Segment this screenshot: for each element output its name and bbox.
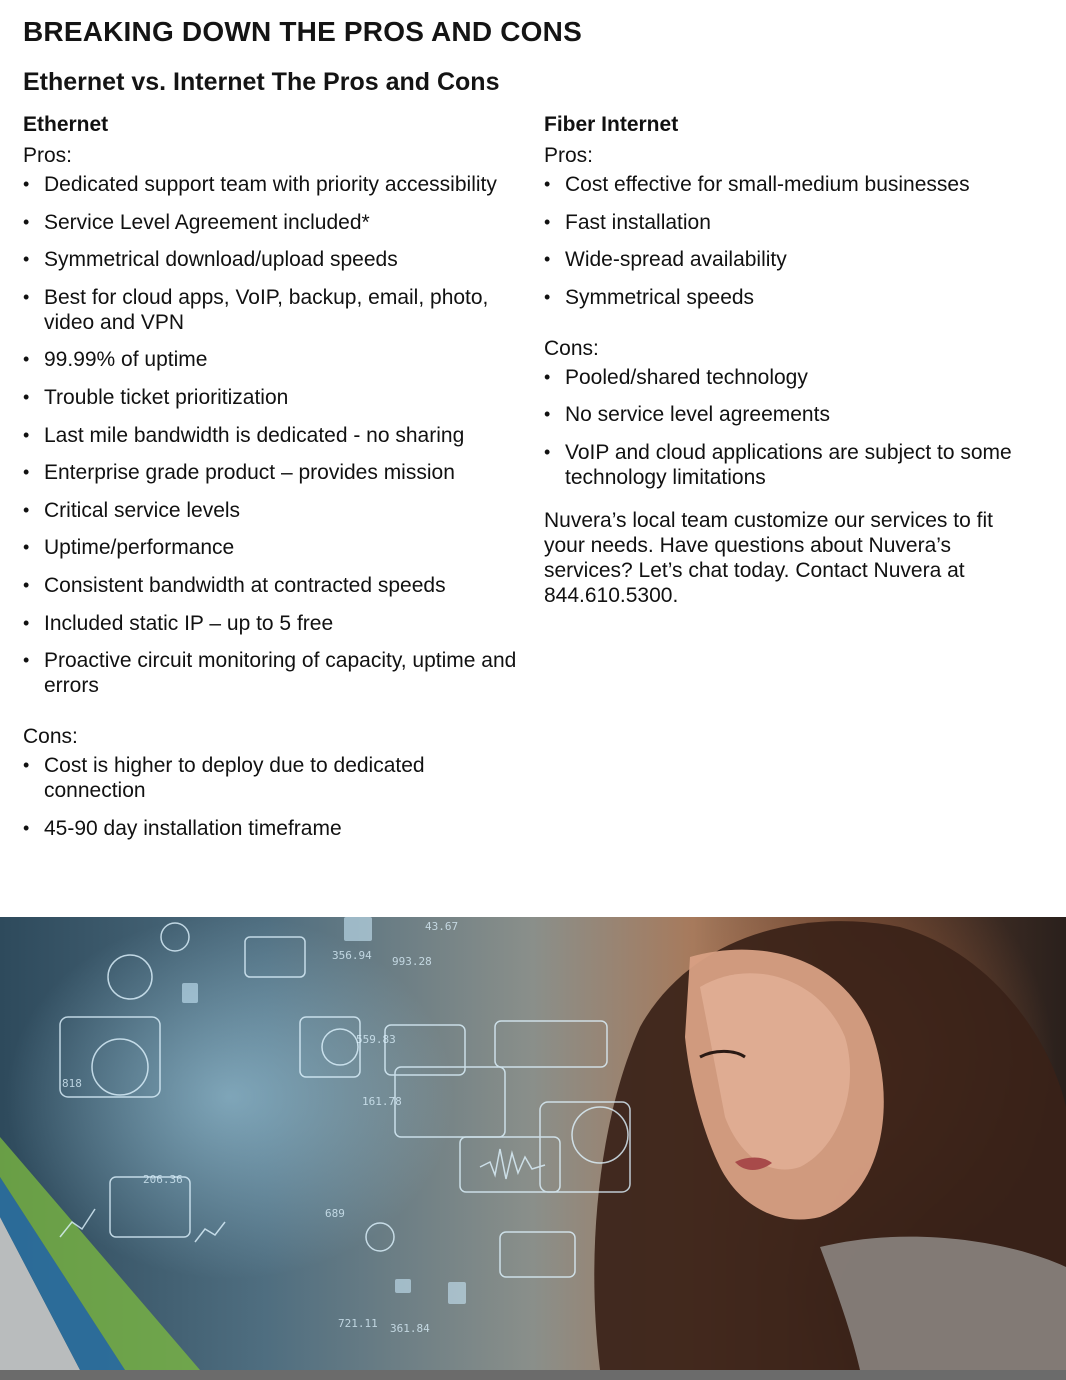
bullet: • bbox=[23, 650, 30, 671]
list-item bbox=[544, 285, 1049, 310]
holo-document-icon bbox=[182, 983, 198, 1003]
list-item-text: Pooled/shared technology bbox=[565, 365, 808, 389]
holo-number: 721.11 bbox=[338, 1317, 378, 1330]
list-item-text: No service level agreements bbox=[565, 403, 830, 427]
fiber-heading: Fiber Internet bbox=[544, 113, 679, 136]
bullet: • bbox=[23, 462, 30, 483]
holo-bar-icon bbox=[344, 917, 372, 941]
fiber-pros-list bbox=[544, 172, 1049, 310]
holo-document-icon bbox=[448, 1282, 466, 1304]
bullet: • bbox=[23, 174, 30, 194]
list-item-text: Last mile bandwidth is dedicated - no sharing bbox=[44, 423, 465, 447]
holo-number: 161.78 bbox=[362, 1095, 402, 1108]
list-item-text: Best for cloud apps, VoIP, backup, email, photo, video and VPN bbox=[44, 285, 489, 334]
holo-globe bbox=[161, 923, 189, 951]
contact-paragraph: Nuvera’s local team customize our services to fit your needs. Have questions about Nuvera’s services? Let’s chat today. Contact Nuvera at 844.610.5300. bbox=[544, 508, 993, 607]
holo-number: 206.36 bbox=[143, 1173, 183, 1186]
bullet: • bbox=[544, 174, 551, 194]
list-item bbox=[23, 347, 523, 372]
ethernet-cons-list bbox=[23, 753, 523, 841]
list-item bbox=[23, 423, 523, 448]
list-item-text: 45-90 day installation timeframe bbox=[44, 816, 342, 840]
ethernet-pros-label: Pros: bbox=[23, 144, 73, 167]
bullet: • bbox=[23, 424, 30, 445]
bullet: • bbox=[23, 386, 30, 407]
holo-panel bbox=[300, 1017, 360, 1077]
holo-waveform bbox=[480, 1149, 545, 1179]
bullet: • bbox=[23, 249, 30, 270]
list-item bbox=[23, 611, 523, 636]
fiber-column bbox=[544, 111, 1049, 608]
ethernet-column bbox=[23, 111, 523, 853]
list-item bbox=[23, 535, 523, 560]
bullet: • bbox=[23, 286, 30, 307]
hero-photo bbox=[0, 917, 1066, 1370]
bullet: • bbox=[544, 286, 551, 307]
list-item bbox=[23, 816, 523, 841]
list-item-text: Symmetrical download/upload speeds bbox=[44, 248, 398, 272]
list-item-text: Service Level Agreement included* bbox=[44, 210, 370, 234]
fiber-cons-list bbox=[544, 365, 1049, 490]
list-item bbox=[544, 440, 1049, 490]
list-item bbox=[23, 648, 523, 698]
bullet: • bbox=[23, 574, 30, 595]
list-item-text: Critical service levels bbox=[44, 498, 241, 522]
holo-number: 993.28 bbox=[392, 955, 432, 968]
list-item bbox=[23, 285, 523, 335]
fiber-pros-label: Pros: bbox=[544, 144, 594, 167]
list-item bbox=[23, 573, 523, 598]
list-item bbox=[23, 460, 523, 485]
page-subtitle: Ethernet vs. Internet The Pros and Cons bbox=[23, 68, 500, 96]
holo-number: 361.84 bbox=[390, 1322, 430, 1335]
bullet: • bbox=[23, 537, 30, 558]
bullet: • bbox=[544, 211, 551, 232]
holo-globe bbox=[322, 1029, 358, 1065]
list-item-text: Wide-spread availability bbox=[565, 248, 787, 272]
holo-panel bbox=[500, 1232, 575, 1277]
bullet: • bbox=[23, 755, 30, 776]
list-item-text: Included static IP – up to 5 free bbox=[44, 611, 334, 635]
bullet: • bbox=[544, 404, 551, 425]
photo-illustration bbox=[0, 917, 1066, 1370]
holo-bar-icon bbox=[395, 1279, 411, 1293]
list-item bbox=[23, 498, 523, 523]
list-item bbox=[544, 172, 1049, 197]
list-item-text: Trouble ticket prioritization bbox=[44, 385, 289, 409]
list-item bbox=[544, 247, 1049, 272]
footer-bar bbox=[0, 1370, 1066, 1380]
list-item-text: Symmetrical speeds bbox=[565, 285, 755, 309]
holo-panel bbox=[495, 1021, 607, 1067]
holo-ring bbox=[108, 955, 152, 999]
page-title: BREAKING DOWN THE PROS AND CONS bbox=[23, 16, 582, 47]
list-item bbox=[23, 385, 523, 410]
ethernet-cons-label: Cons: bbox=[23, 725, 78, 749]
holo-number: 43.67 bbox=[425, 920, 459, 933]
list-item bbox=[23, 210, 523, 235]
bullet: • bbox=[544, 441, 551, 462]
list-item-text: Dedicated support team with priority accessibility bbox=[44, 173, 497, 196]
list-item-text: Uptime/performance bbox=[44, 536, 235, 560]
holo-number: 818 bbox=[62, 1077, 82, 1090]
list-item bbox=[23, 753, 523, 803]
holo-number: 689 bbox=[325, 1207, 345, 1220]
ethernet-heading: Ethernet bbox=[23, 113, 109, 136]
holo-panel bbox=[245, 937, 305, 977]
bullet: • bbox=[544, 366, 551, 387]
bullet: • bbox=[23, 349, 30, 370]
holo-line-chart bbox=[195, 1222, 225, 1242]
list-item bbox=[544, 402, 1049, 427]
list-item-text: 99.99% of uptime bbox=[44, 348, 208, 372]
holo-ring bbox=[366, 1223, 394, 1251]
list-item-text: Consistent bandwidth at contracted speeds bbox=[44, 573, 446, 597]
list-item bbox=[23, 247, 523, 272]
bullet: • bbox=[23, 499, 30, 520]
list-item bbox=[23, 172, 523, 197]
bullet: • bbox=[544, 249, 551, 270]
bullet: • bbox=[23, 817, 30, 838]
bullet: • bbox=[23, 612, 30, 633]
list-item bbox=[544, 365, 1049, 390]
bullet: • bbox=[23, 211, 30, 232]
list-item-text: Enterprise grade product – provides mission bbox=[44, 461, 455, 485]
fiber-cons-label: Cons: bbox=[544, 336, 599, 360]
list-item-text: Fast installation bbox=[565, 210, 711, 234]
list-item-text: Proactive circuit monitoring of capacity, uptime and errors bbox=[44, 649, 517, 698]
shoulder-shape bbox=[820, 1237, 1066, 1370]
list-item bbox=[544, 210, 1049, 235]
list-item-text: VoIP and cloud applications are subject to some technology limitations bbox=[565, 440, 1012, 489]
holo-number: 356.94 bbox=[332, 949, 372, 962]
holo-number: 559.83 bbox=[356, 1033, 396, 1046]
holo-panel bbox=[395, 1067, 505, 1137]
holo-globe bbox=[92, 1039, 148, 1095]
holo-panel bbox=[110, 1177, 190, 1237]
list-item-text: Cost effective for small-medium businesses bbox=[565, 173, 970, 196]
list-item-text: Cost is higher to deploy due to dedicated connection bbox=[44, 754, 425, 803]
ethernet-pros-list bbox=[23, 172, 523, 698]
